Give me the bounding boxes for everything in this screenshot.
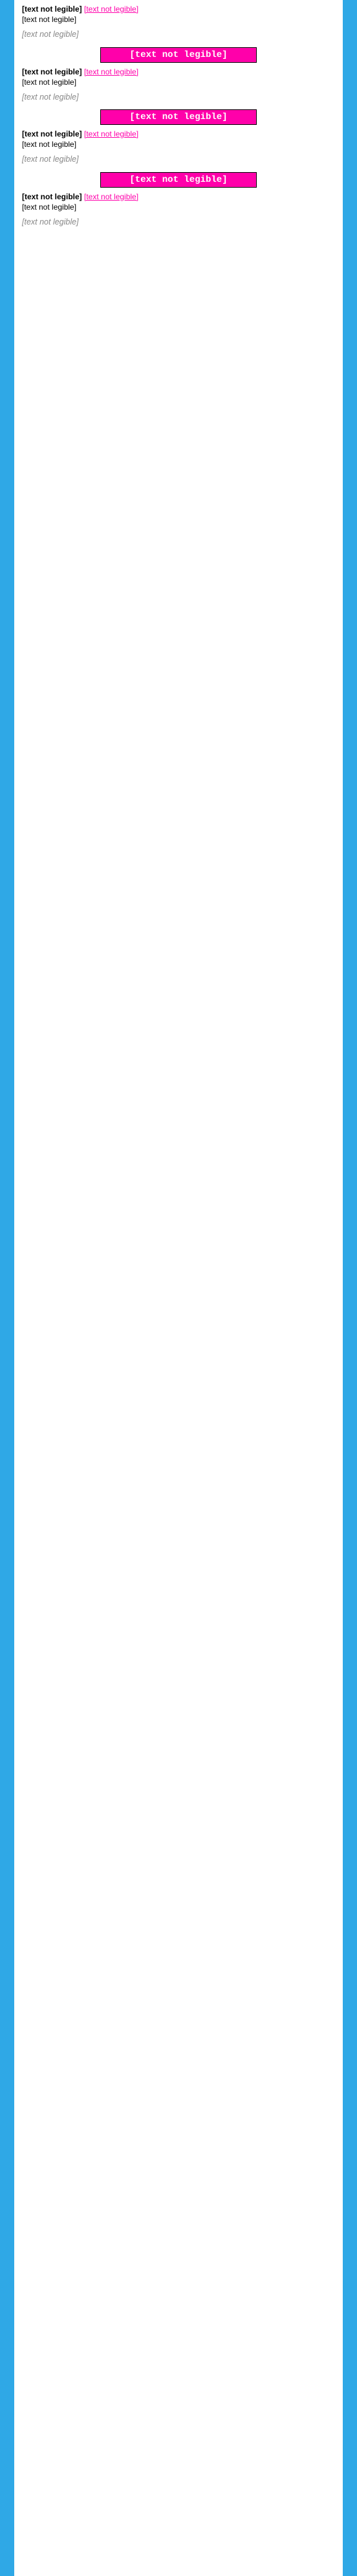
deleted-banner: [text not legible] <box>100 172 257 188</box>
comment-meta <box>22 67 335 87</box>
comment-date: [text not legible] <box>22 15 77 25</box>
comment-date: [text not legible] <box>22 77 77 87</box>
reply-link[interactable]: [text not legible] <box>84 5 139 14</box>
comment-meta <box>22 4 335 25</box>
comment-body: [text not legible] <box>22 92 79 102</box>
comment-body: [text not legible] <box>22 30 79 39</box>
comment-date: [text not legible] <box>22 140 77 149</box>
comment-thread <box>14 0 343 2576</box>
comment-date: [text not legible] <box>22 202 77 212</box>
reply-link[interactable]: [text not legible] <box>84 192 139 201</box>
comment-meta <box>22 129 335 149</box>
comment <box>22 192 335 228</box>
deleted-banner: [text not legible] <box>100 47 257 63</box>
comment-author[interactable]: [text not legible] <box>22 192 82 201</box>
comment <box>22 129 335 166</box>
comment-meta <box>22 192 335 212</box>
comment-author[interactable]: [text not legible] <box>22 129 82 138</box>
reply-link[interactable]: [text not legible] <box>84 67 139 76</box>
comment-body: [text not legible] <box>22 155 79 164</box>
reply-link[interactable]: [text not legible] <box>84 129 139 138</box>
comment-body: [text not legible] <box>22 217 79 226</box>
comment <box>22 4 335 41</box>
comment-author[interactable]: [text not legible] <box>22 67 82 76</box>
deleted-banner: [text not legible] <box>100 109 257 125</box>
comment <box>22 67 335 104</box>
comment-author[interactable]: [text not legible] <box>22 5 82 14</box>
